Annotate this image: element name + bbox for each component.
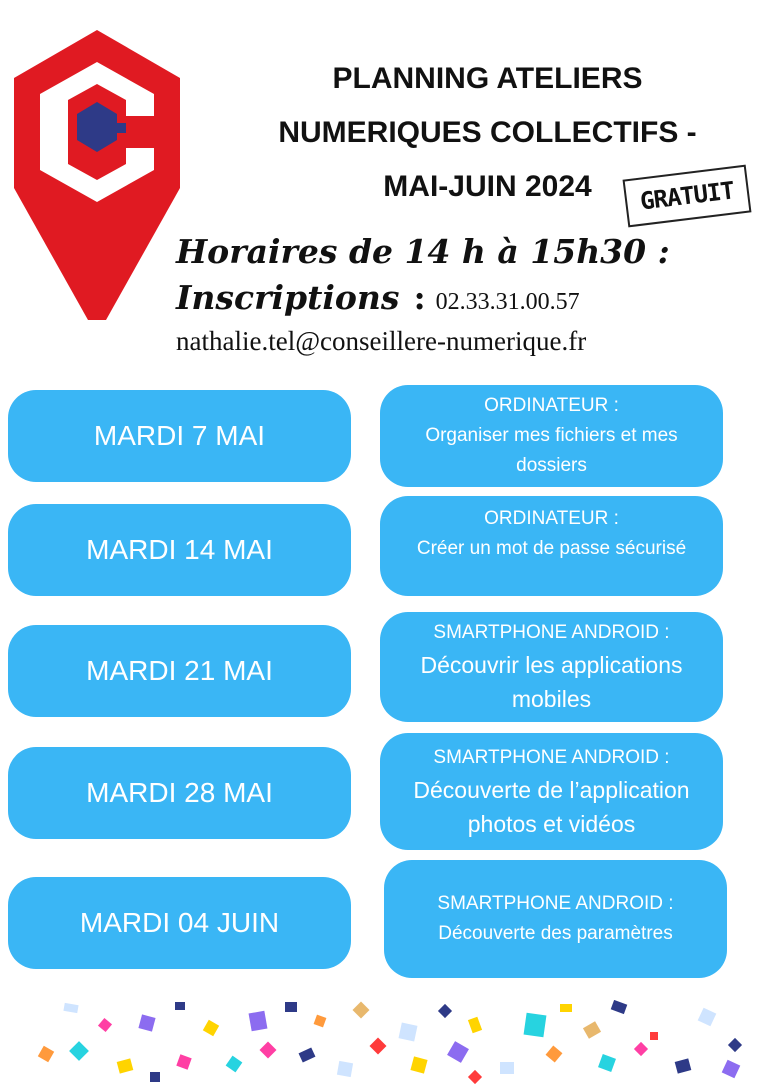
confetti-decoration [0,1000,768,1085]
session-category: ORDINATEUR : [484,508,619,529]
session-topic: Découvrir les applications mobiles [420,652,683,712]
session-date [8,747,351,839]
session-activity [384,860,727,978]
session-category: SMARTPHONE ANDROID : [433,746,670,768]
session-topic: Créer un mot de passe sécurisé [416,538,687,559]
registration-line [176,278,580,317]
location-pin-logo [8,28,186,322]
session-date-label: MARDI 04 JUIN [79,907,280,938]
phone-number: 02.33.31.00.57 [435,289,580,315]
session-date [8,877,351,969]
session-date-label: MARDI 21 MAI [86,655,273,686]
session-activity [380,385,723,487]
session-topic: Découverte des paramètres [438,923,673,944]
title-line-2: NUMERIQUES COLLECTIFS - [278,116,697,149]
session-category: SMARTPHONE ANDROID : [433,622,670,643]
session-date [8,390,351,482]
session-date [8,625,351,717]
session-topic: Découverte de l’application photos et vidéos [413,776,690,837]
registration-label: Inscriptions [176,278,400,317]
session-date [8,504,351,596]
session-category: SMARTPHONE ANDROID : [437,893,674,914]
session-date-label: MARDI 14 MAI [86,534,273,565]
session-topic: Organiser mes fichiers et mes dossiers [425,425,678,476]
registration-colon: : [413,278,426,317]
hours-heading: Horaires de 14 h à 15h30 : [176,232,670,271]
session-date-label: MARDI 7 MAI [93,420,266,451]
title-line-3: MAI-JUIN 2024 [383,170,592,203]
title-line-1: PLANNING ATELIERS [332,62,643,95]
free-stamp: GRATUIT [623,165,752,228]
email-address: nathalie.tel@conseillere-numerique.fr [176,326,587,356]
session-activity [380,496,723,596]
session-date-label: MARDI 28 MAI [86,777,273,808]
session-activity [380,733,723,850]
session-category: ORDINATEUR : [484,395,619,416]
session-activity [380,612,723,722]
